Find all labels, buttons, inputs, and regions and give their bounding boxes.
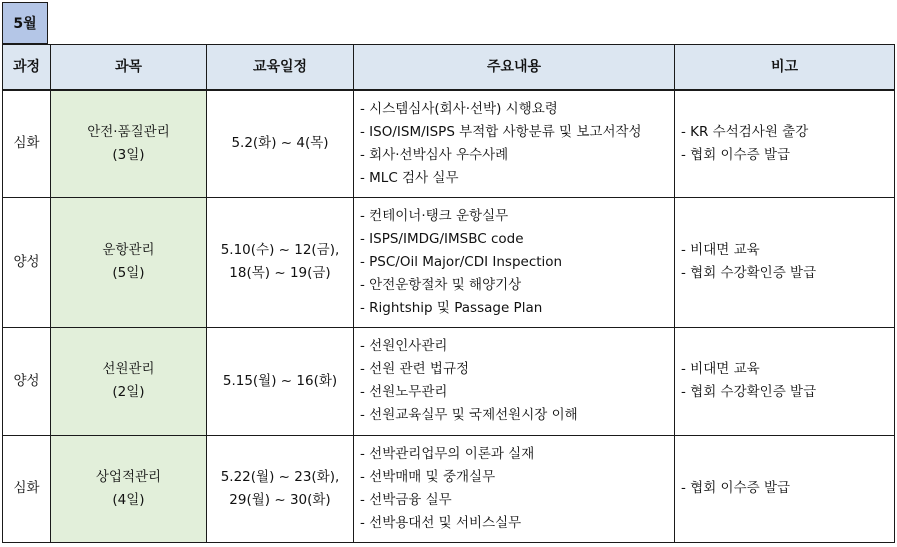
note-cell (675, 435, 895, 542)
subject-duration: (2일) (112, 384, 145, 400)
note-item: - 협회 이수증 발급 (681, 480, 791, 496)
content-item: - 회사·선박심사 우수사례 (360, 146, 509, 163)
content-item: - 선원 관련 법규정 (360, 361, 470, 377)
schedule-line: 5.2(화) ~ 4(목) (231, 135, 329, 152)
note-item: - 비대면 교육 (681, 361, 760, 377)
table-row (3, 90, 895, 197)
table-row (3, 435, 895, 542)
content-cell (354, 197, 675, 327)
content-item: - 선원인사관리 (360, 338, 448, 354)
schedule-cell (207, 327, 354, 435)
schedule-line: 5.10(수) ~ 12(금), (220, 242, 340, 258)
content-item: - 선박금융 실무 (360, 491, 452, 508)
schedule-line: 18(목) ~ 19(금) (229, 265, 331, 281)
subject-cell (51, 435, 207, 542)
note-cell (675, 90, 895, 197)
header-note: 비고 (675, 45, 895, 91)
content-item: - Rightship 및 Passage Plan (360, 299, 543, 316)
subject-cell (51, 197, 207, 327)
content-item: - 선박매매 및 중개실무 (360, 468, 496, 485)
table-row (3, 327, 895, 435)
subject-name: 운항관리 (102, 242, 155, 258)
note-item: - 협회 수강확인증 발급 (681, 384, 817, 400)
header-schedule: 교육일정 (207, 45, 354, 91)
subject-cell (51, 90, 207, 197)
subject-name: 안전·품질관리 (87, 123, 170, 140)
course-cell: 심화 (3, 435, 51, 542)
content-item: - PSC/Oil Major/CDI Inspection (360, 253, 563, 270)
month-label: 5월 (2, 2, 48, 44)
table-row (3, 197, 895, 327)
note-item: - KR 수석검사원 출강 (681, 123, 809, 140)
header-subject: 과목 (51, 45, 207, 91)
note-item: - 협회 이수증 발급 (681, 146, 791, 163)
training-schedule-table (2, 44, 895, 543)
subject-duration: (3일) (112, 146, 145, 163)
note-item: - 비대면 교육 (681, 242, 760, 258)
course-cell: 양성 (3, 197, 51, 327)
content-item: - 선박관리업무의 이론과 실재 (360, 445, 535, 462)
schedule-cell (207, 197, 354, 327)
note-item: - 협회 수강확인증 발급 (681, 265, 817, 281)
content-item: - 시스템심사(회사·선박) 시행요령 (360, 100, 558, 117)
header-course: 과정 (3, 45, 51, 91)
content-item: - MLC 검사 실무 (360, 169, 459, 186)
content-item: - 선박용대선 및 서비스실무 (360, 514, 522, 531)
content-cell (354, 327, 675, 435)
subject-duration: (4일) (112, 491, 145, 508)
subject-cell (51, 327, 207, 435)
content-item: - 선원노무관리 (360, 384, 448, 400)
note-cell (675, 197, 895, 327)
course-cell: 심화 (3, 90, 51, 197)
schedule-line: 5.22(월) ~ 23(화), (220, 468, 340, 485)
header-row (3, 45, 895, 91)
course-cell: 양성 (3, 327, 51, 435)
content-item: - 선원교육실무 및 국제선원시장 이해 (360, 407, 578, 423)
content-item: - 컨테이너·탱크 운항실무 (360, 207, 509, 224)
content-item: - 안전운항절차 및 해양기상 (360, 276, 522, 293)
content-cell (354, 435, 675, 542)
schedule-cell (207, 90, 354, 197)
content-cell (354, 90, 675, 197)
header-content: 주요내용 (354, 45, 675, 91)
subject-name: 상업적관리 (95, 468, 162, 485)
note-cell (675, 327, 895, 435)
subject-name: 선원관리 (102, 361, 155, 377)
subject-duration: (5일) (112, 265, 145, 281)
schedule-cell (207, 435, 354, 542)
schedule-line: 29(월) ~ 30(화) (229, 491, 331, 508)
content-item: - ISO/ISM/ISPS 부적합 사항분류 및 보고서작성 (360, 123, 642, 140)
content-item: - ISPS/IMDG/IMSBC code (360, 230, 524, 247)
schedule-line: 5.15(월) ~ 16(화) (222, 372, 338, 389)
